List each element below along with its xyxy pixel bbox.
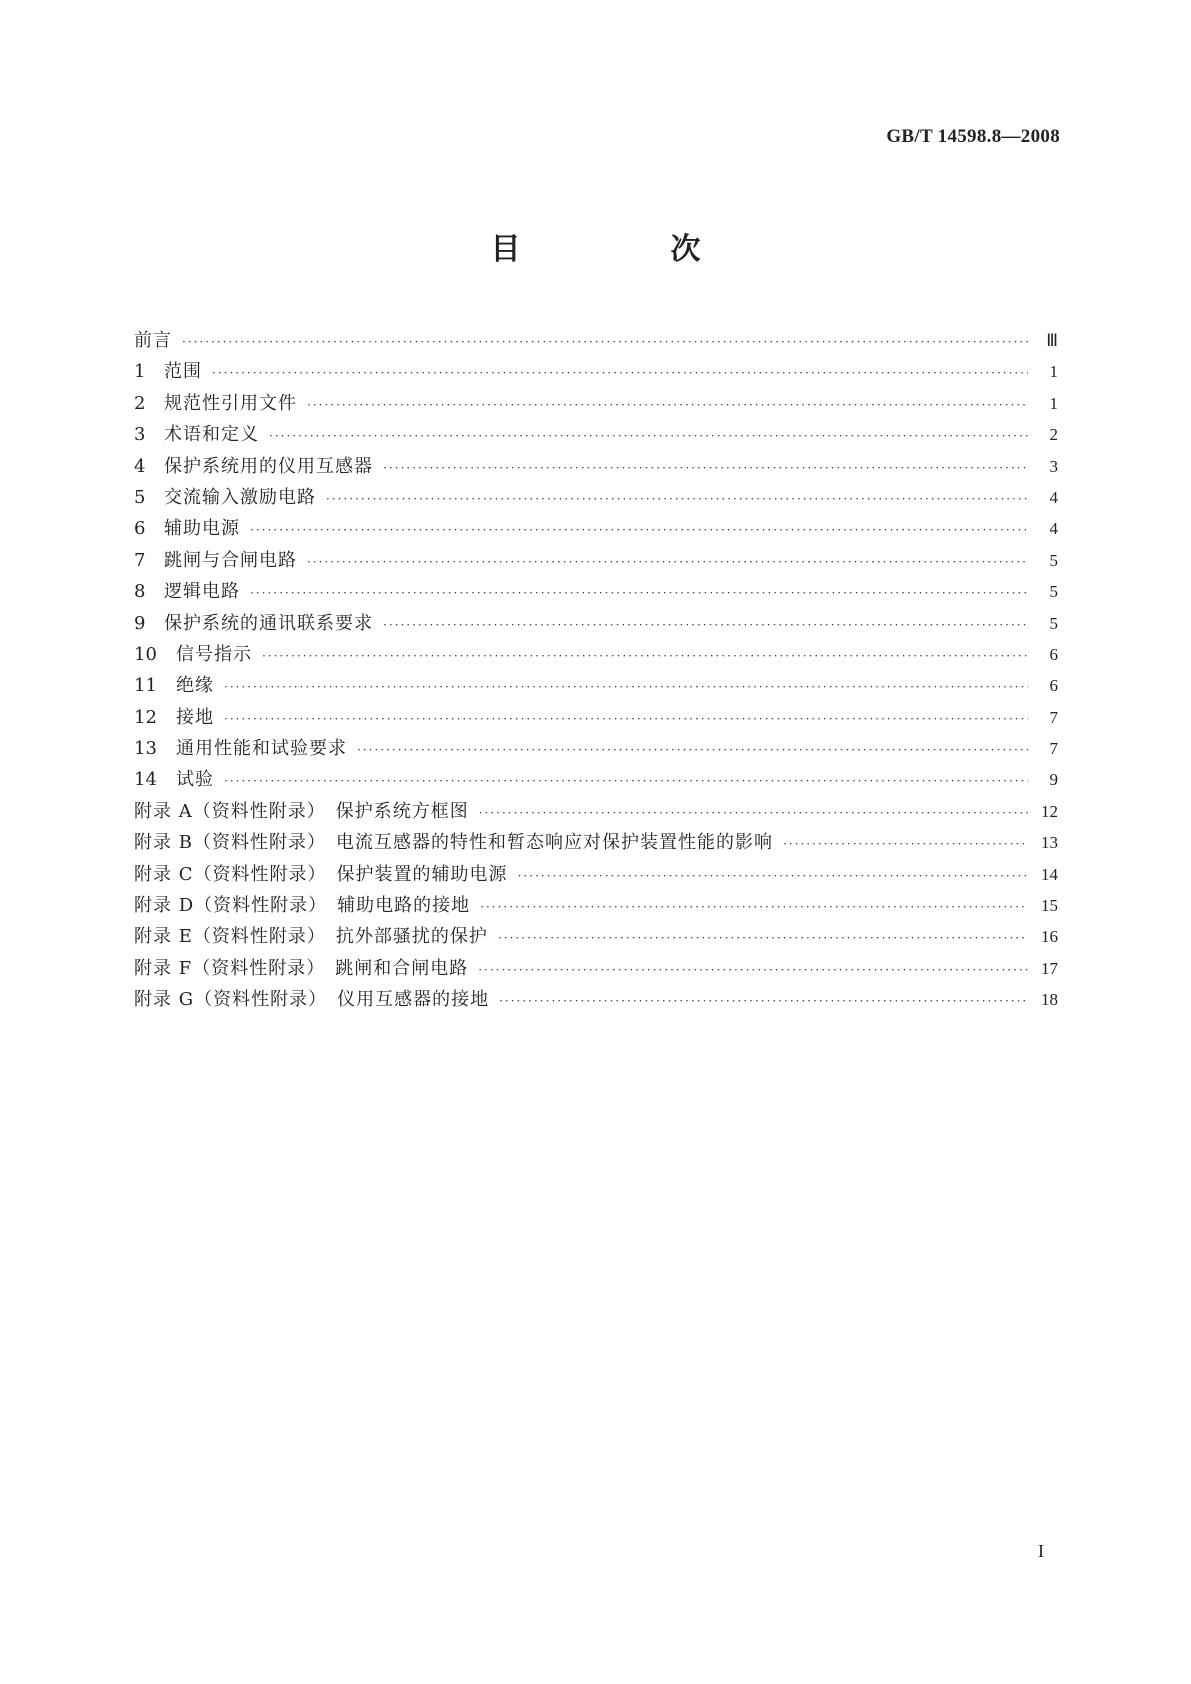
toc-entry[interactable] [134,734,1058,765]
toc-entry-page: 13 [1041,833,1058,853]
toc-entry-number: 14 [134,769,157,791]
toc-entry-title: 接地 [176,706,214,728]
toc-entry-page: 7 [1049,707,1058,727]
toc-dot-leader [307,555,1028,569]
toc-entry-number: 5 [134,486,146,508]
toc-entry-number: 11 [134,675,157,697]
toc-entry[interactable] [134,420,1058,451]
toc-entry-title: 跳闸与合闸电路 [164,549,297,571]
toc-entry[interactable] [134,828,1058,859]
toc-entry-title: 附录 D（资料性附录） 辅助电路的接地 [134,895,471,917]
toc-dot-leader [182,335,1028,349]
toc-entry-title: 规范性引用文件 [164,392,297,414]
toc-entry[interactable] [134,640,1058,671]
toc-entry-number: 3 [134,424,146,446]
toc-entry-page: 14 [1041,864,1058,884]
toc-entry[interactable] [134,389,1058,420]
toc-entry-number: 6 [134,518,146,540]
toc-dot-leader [479,806,1028,820]
toc-entry-page: Ⅲ [1046,331,1058,350]
toc-dot-leader [269,429,1028,443]
toc-entry-page: 16 [1041,927,1058,947]
toc-dot-leader [783,837,1028,851]
toc-entry-page: 6 [1049,676,1058,696]
toc-entry-page: 17 [1041,958,1058,978]
toc-entry-title: 术语和定义 [164,424,259,446]
toc-dot-leader [518,869,1029,883]
toc-entry-title: 范围 [164,361,202,383]
toc-dot-leader [478,963,1028,977]
toc-entry[interactable] [134,860,1058,891]
toc-dot-leader [383,618,1028,632]
table-of-contents [134,326,1058,1017]
toc-entry[interactable] [134,483,1058,514]
toc-entry-title: 附录 G（资料性附录） 仪用互感器的接地 [134,989,490,1011]
toc-entry-number: 8 [134,581,146,603]
toc-entry-number: 1 [134,361,146,383]
toc-entry-page: 5 [1049,550,1058,570]
toc-entry[interactable] [134,797,1058,828]
page-number: I [1038,1541,1044,1561]
toc-entry-page: 4 [1049,519,1058,539]
toc-entry[interactable] [134,357,1058,388]
toc-entry-page: 15 [1041,896,1058,916]
toc-entry-page: 12 [1041,801,1058,821]
toc-dot-leader [480,900,1028,914]
toc-entry-title: 试验 [176,769,214,791]
toc-entry-page: 1 [1049,362,1058,382]
toc-dot-leader [499,994,1028,1008]
toc-entry-title: 附录 C（资料性附录） 保护装置的辅助电源 [134,863,508,885]
toc-entry-title: 附录 B（资料性附录） 电流互感器的特性和暂态响应对保护装置性能的影响 [134,832,773,854]
toc-entry-number: 2 [134,392,146,414]
toc-dot-leader [262,649,1028,663]
toc-entry[interactable] [134,954,1058,985]
toc-entry[interactable] [134,326,1058,357]
toc-dot-leader [307,398,1028,412]
toc-entry-number: 9 [134,612,146,634]
toc-entry-number: 10 [134,643,157,665]
toc-entry-page: 18 [1041,990,1058,1010]
page-title: 目 次 [490,232,761,267]
toc-entry-page: 1 [1049,393,1058,413]
toc-entry[interactable] [134,609,1058,640]
toc-dot-leader [250,523,1028,537]
toc-entry-page: 9 [1049,770,1058,790]
toc-entry-title: 前言 [134,330,172,351]
toc-entry[interactable] [134,546,1058,577]
standard-code: GB/T 14598.8—2008 [886,126,1060,147]
toc-entry[interactable] [134,577,1058,608]
toc-entry[interactable] [134,671,1058,702]
toc-entry-title: 附录 E（资料性附录） 抗外部骚扰的保护 [134,926,488,948]
toc-entry[interactable] [134,985,1058,1016]
toc-entry[interactable] [134,703,1058,734]
toc-dot-leader [498,931,1028,945]
toc-entry-title: 辅助电源 [164,518,240,540]
toc-entry[interactable] [134,765,1058,796]
toc-entry-page: 4 [1049,487,1058,507]
toc-entry-title: 附录 F（资料性附录） 跳闸和合闸电路 [134,957,469,979]
toc-entry-title: 交流输入激励电路 [164,486,316,508]
toc-entry-number: 12 [134,706,157,728]
toc-entry-page: 3 [1049,456,1058,476]
toc-entry-number: 7 [134,549,146,571]
toc-entry[interactable] [134,922,1058,953]
toc-dot-leader [250,586,1028,600]
toc-entry-number: 4 [134,455,146,477]
toc-entry[interactable] [134,514,1058,545]
toc-entry-title: 保护系统的通讯联系要求 [164,612,373,634]
toc-dot-leader [224,712,1028,726]
toc-entry-page: 2 [1049,425,1058,445]
toc-entry-title: 绝缘 [176,675,214,697]
toc-entry-page: 7 [1049,739,1058,759]
toc-entry-title: 通用性能和试验要求 [176,738,347,760]
toc-entry-title: 保护系统用的仪用互感器 [164,455,373,477]
toc-entry-title: 附录 A（资料性附录） 保护系统方框图 [134,800,469,822]
toc-entry-number: 13 [134,738,157,760]
toc-entry-title: 信号指示 [176,643,252,665]
toc-dot-leader [383,461,1028,475]
toc-entry[interactable] [134,891,1058,922]
toc-dot-leader [357,743,1028,757]
toc-entry-title: 逻辑电路 [164,581,240,603]
toc-dot-leader [326,492,1028,506]
toc-entry-page: 6 [1049,644,1058,664]
toc-dot-leader [224,774,1028,788]
toc-dot-leader [212,366,1028,380]
toc-dot-leader [224,680,1028,694]
toc-entry-page: 5 [1049,582,1058,602]
toc-entry-page: 5 [1049,613,1058,633]
toc-entry[interactable] [134,452,1058,483]
